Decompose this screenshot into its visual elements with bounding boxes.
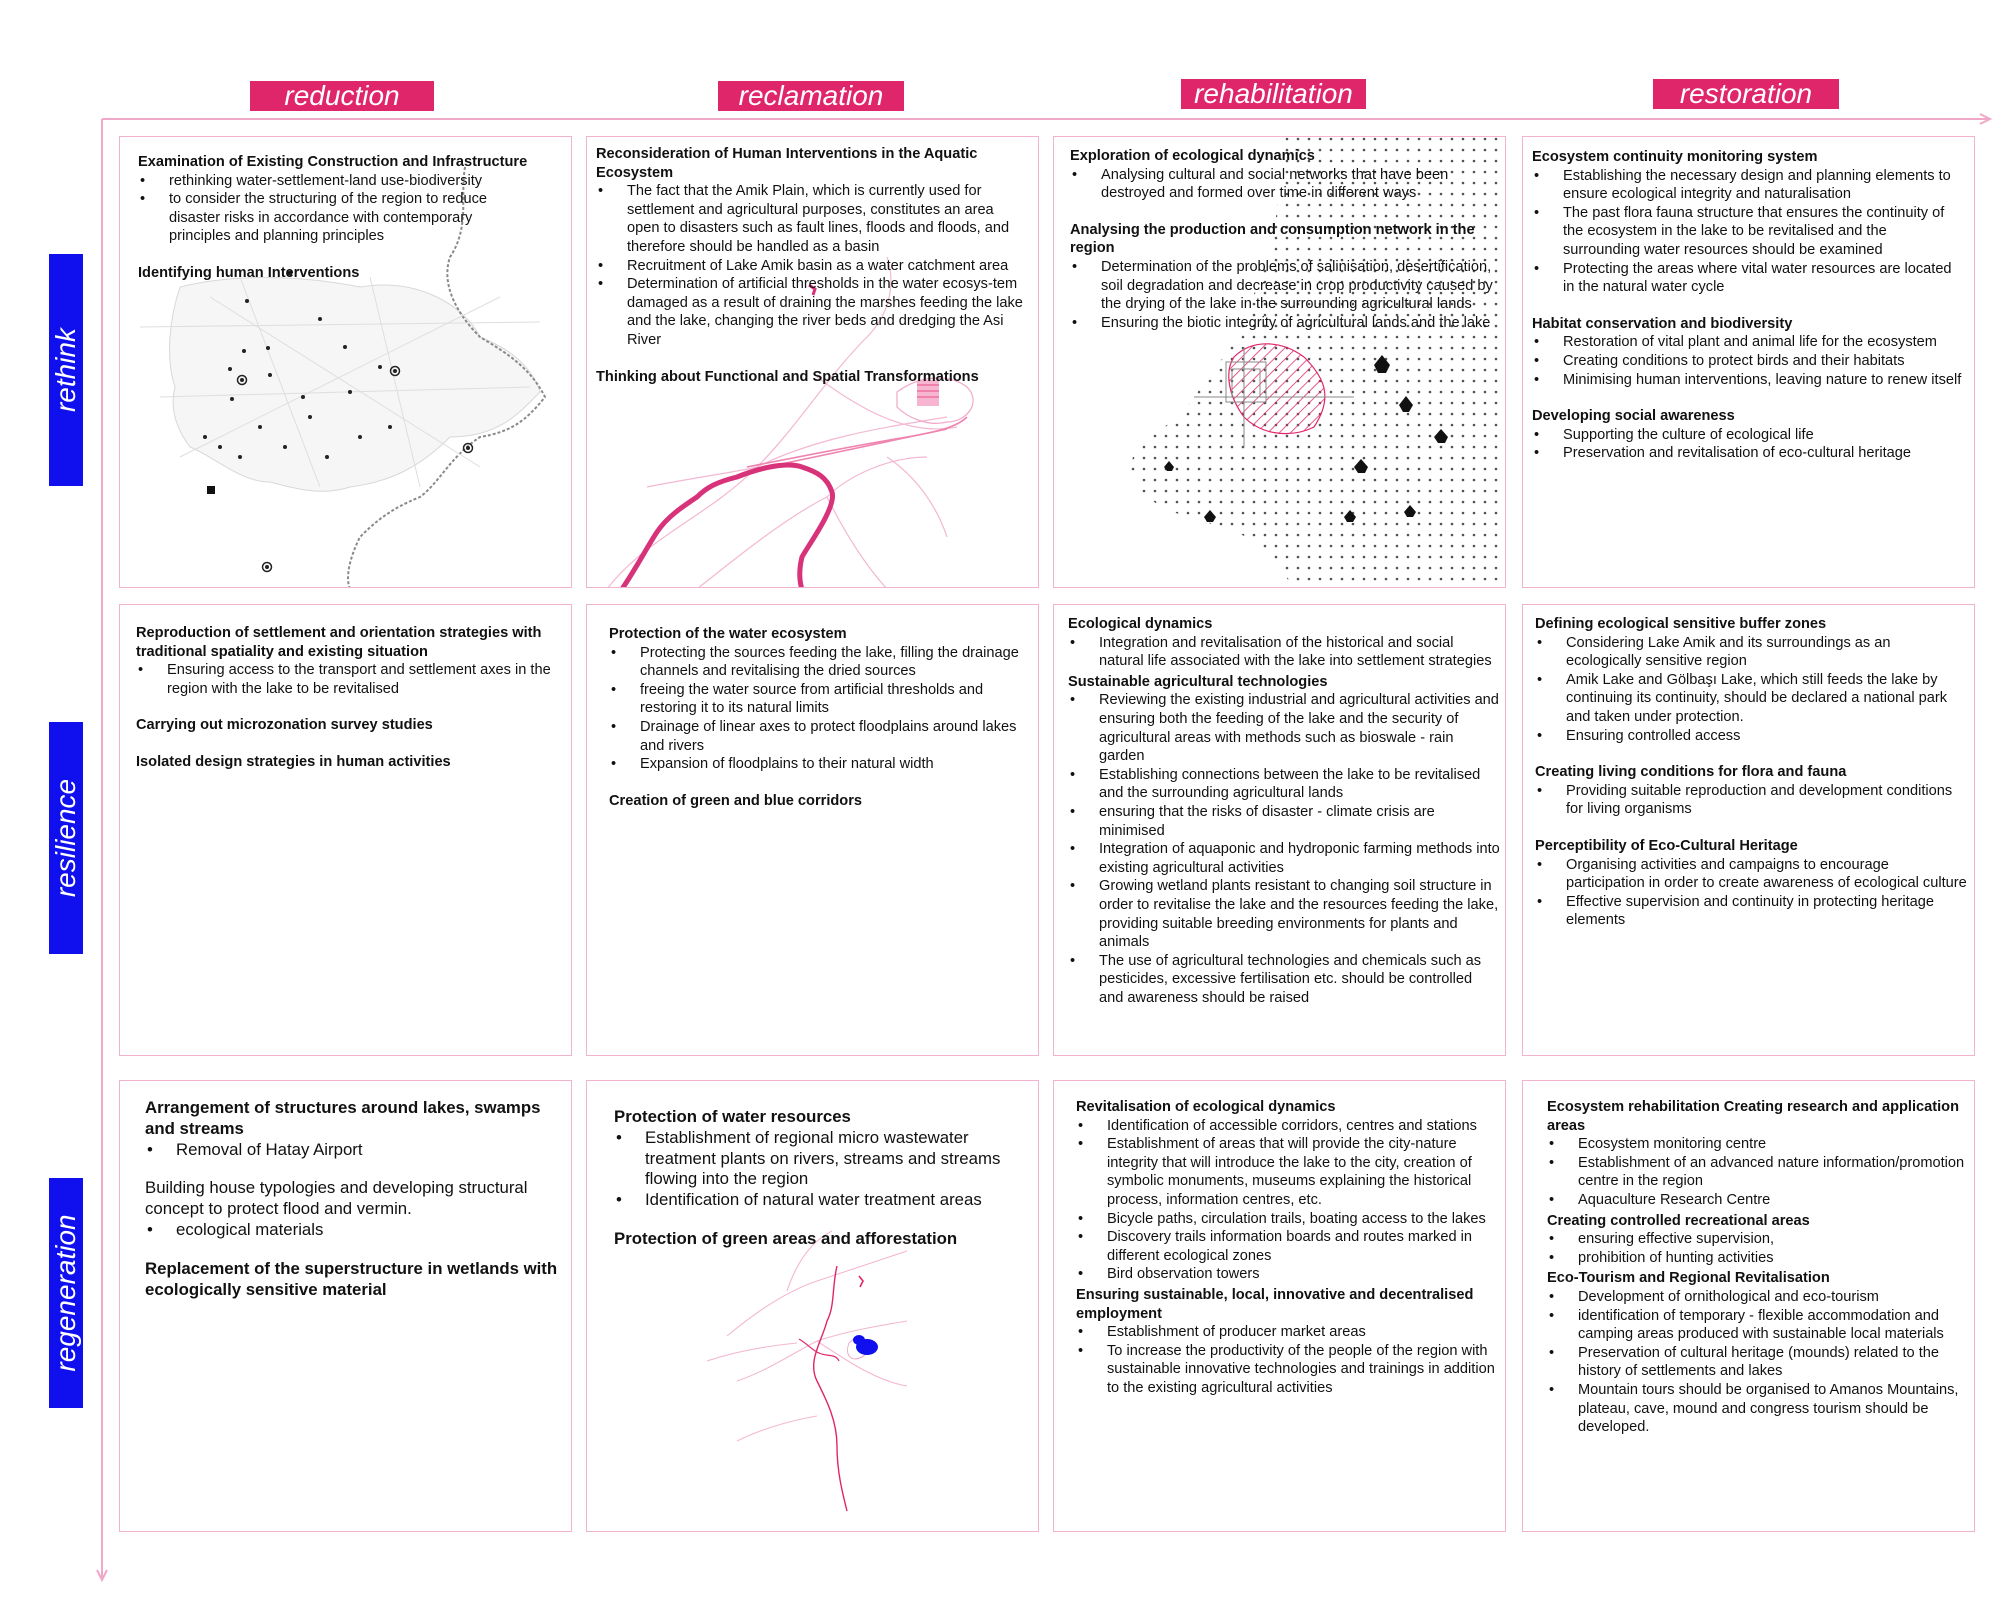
bullet-item: • Ensuring controlled access bbox=[1535, 727, 1967, 746]
bullet-item: • Effective supervision and continuity in protecting heritage elements bbox=[1535, 893, 1967, 930]
bullet-item: • The past flora fauna structure that ensures the continuity of the ecosystem in the lake to be revitalised and the surrounding water resources should be examined bbox=[1532, 204, 1962, 260]
bullet-item: • Integration of aquaponic and hydroponic farming methods into existing agricultural activities bbox=[1068, 840, 1500, 877]
text-block bbox=[1532, 148, 1962, 297]
bullet-item: • Drainage of linear axes to protect floodplains around lakes and rivers bbox=[609, 718, 1029, 755]
bullet-item: • Ensuring the biotic integrity of agricultural lands and the lake bbox=[1070, 314, 1495, 333]
cell-text bbox=[1070, 147, 1495, 332]
bullet-item: • Minimising human interventions, leaving nature to renew itself bbox=[1532, 371, 1962, 390]
bullet-item: • The fact that the Amik Plain, which is currently used for settlement and agricultural purposes, constitutes an area open to disasters such as fault lines, floods and floods, and therefore should be handled as a basin bbox=[596, 182, 1026, 256]
bullet-item: • Establishing the necessary design and planning elements to ensure ecological integrity and naturalisation bbox=[1532, 167, 1962, 204]
text-block bbox=[145, 1259, 565, 1301]
text-block bbox=[614, 1229, 1029, 1250]
text-block bbox=[609, 792, 1029, 811]
text-block bbox=[614, 1107, 1029, 1211]
text-block bbox=[609, 625, 1029, 774]
bullet-list bbox=[1070, 258, 1495, 332]
bullet-item: • Development of ornithological and eco-tourism bbox=[1547, 1288, 1967, 1307]
bullet-list bbox=[136, 661, 561, 698]
bullet-item: • Protecting the sources feeding the lake, filling the drainage channels and revitalising the dried sources bbox=[609, 644, 1029, 681]
bullet-item: • Identification of accessible corridors, centres and stations bbox=[1076, 1117, 1501, 1136]
row-header-regeneration-label: regeneration bbox=[50, 1214, 81, 1372]
block-title: Developing social awareness bbox=[1532, 408, 1735, 425]
text-block bbox=[1076, 1098, 1501, 1284]
row-header-resilience bbox=[49, 722, 83, 954]
bullet-list bbox=[1068, 634, 1500, 671]
bullet-list bbox=[596, 182, 1026, 349]
column-header-reduction: reduction bbox=[250, 81, 434, 111]
cell-regeneration-rehabilitation bbox=[1053, 1080, 1506, 1532]
block-title: Isolated design strategies in human activities bbox=[136, 753, 451, 770]
text-block bbox=[1547, 1212, 1967, 1268]
cell-rethink-reduction bbox=[119, 136, 572, 588]
column-header-restoration: restoration bbox=[1653, 79, 1839, 109]
cell-resilience-rehabilitation bbox=[1053, 604, 1506, 1056]
row-header-rethink bbox=[49, 254, 83, 486]
bullet-item: • Creating conditions to protect birds and their habitats bbox=[1532, 352, 1962, 371]
cell-text bbox=[596, 145, 1026, 386]
block-title: Arrangement of structures around lakes, swamps and streams bbox=[145, 1098, 541, 1138]
text-block bbox=[596, 368, 1026, 387]
bullet-item: • ensuring effective supervision, bbox=[1547, 1230, 1967, 1249]
bullet-item: • Growing wetland plants resistant to changing soil structure in order to revitalise the lake and the resources feeding the lake, providing suitable breeding environments for plants and animals bbox=[1068, 877, 1500, 951]
text-block bbox=[145, 1178, 565, 1240]
bullet-item: • Mountain tours should be organised to Amanos Mountains, plateau, cave, mound and congress tourism should be developed. bbox=[1547, 1381, 1967, 1437]
cell-rethink-reclamation bbox=[586, 136, 1039, 588]
bullet-item: • Establishing connections between the lake to be revitalised and the surrounding agricultural lands bbox=[1068, 766, 1500, 803]
bullet-list bbox=[1532, 167, 1962, 297]
bullet-item: • Considering Lake Amik and its surroundings as an ecologically sensitive region bbox=[1535, 634, 1967, 671]
bullet-list bbox=[1547, 1288, 1967, 1437]
bullet-item: • Providing suitable reproduction and development conditions for living organisms bbox=[1535, 782, 1967, 819]
bullet-list bbox=[1076, 1117, 1501, 1284]
bullet-item: • Removal of Hatay Airport bbox=[145, 1140, 565, 1161]
bullet-list bbox=[609, 644, 1029, 774]
cell-text bbox=[136, 624, 561, 772]
text-block bbox=[138, 153, 533, 246]
block-title: Creating living conditions for flora and fauna bbox=[1535, 764, 1847, 781]
text-block bbox=[1547, 1098, 1967, 1210]
block-text: Building house typologies and developing structural concept to protect flood and vermin. bbox=[145, 1178, 528, 1219]
block-title: Perceptibility of Eco-Cultural Heritage bbox=[1535, 837, 1798, 854]
text-block bbox=[1535, 837, 1967, 930]
text-block bbox=[1076, 1286, 1501, 1398]
bullet-item: • Protecting the areas where vital water resources are located in the natural water cycle bbox=[1532, 260, 1962, 297]
bullet-item: • Expansion of floodplains to their natural width bbox=[609, 755, 1029, 774]
block-title: Reconsideration of Human Interventions in the Aquatic Ecosystem bbox=[596, 146, 978, 181]
bullet-list bbox=[1535, 634, 1967, 746]
bullet-item: • Ensuring access to the transport and settlement axes in the region with the lake to be revitalised bbox=[136, 661, 561, 698]
bullet-list bbox=[614, 1128, 1029, 1211]
block-title: Carrying out microzonation survey studies bbox=[136, 717, 433, 734]
bullet-item: • Preservation of cultural heritage (mounds) related to the history of settlements and lakes bbox=[1547, 1344, 1967, 1381]
row-header-resilience-label: resilience bbox=[50, 778, 81, 898]
cell-regeneration-restoration bbox=[1522, 1080, 1975, 1532]
bullet-item: • Ecosystem monitoring centre bbox=[1547, 1135, 1967, 1154]
bullet-item: • Organising activities and campaigns to encourage participation in order to create awareness of ecological culture bbox=[1535, 856, 1967, 893]
cell-text bbox=[1076, 1098, 1501, 1398]
block-title: Analysing the production and consumption network in the region bbox=[1070, 221, 1475, 257]
cell-regeneration-reduction bbox=[119, 1080, 572, 1532]
cell-text bbox=[1068, 615, 1500, 1007]
block-title: Creation of green and blue corridors bbox=[609, 792, 862, 809]
cell-text bbox=[614, 1107, 1029, 1250]
bullet-item: • ensuring that the risks of disaster - climate crisis are minimised bbox=[1068, 803, 1500, 840]
bullet-item: • Establishment of areas that will provide the city-nature integrity that will introduce the lake to the city, creation of symbolic monuments, museums explaining the historical process, information centres, etc. bbox=[1076, 1135, 1501, 1209]
text-block bbox=[1532, 315, 1962, 389]
bullet-item: • prohibition of hunting activities bbox=[1547, 1249, 1967, 1268]
cell-regeneration-reclamation bbox=[586, 1080, 1039, 1532]
block-title: Creating controlled recreational areas bbox=[1547, 1212, 1810, 1229]
bullet-item: • Analysing cultural and social networks that have been destroyed and formed over time in different ways bbox=[1070, 166, 1495, 203]
cell-text bbox=[1547, 1098, 1967, 1437]
bullet-item: • rethinking water-settlement-land use-biodiversity bbox=[138, 172, 533, 191]
bullet-list bbox=[1532, 333, 1962, 389]
block-title: Thinking about Functional and Spatial Transformations bbox=[596, 368, 979, 385]
block-title: Ecological dynamics bbox=[1068, 616, 1213, 632]
cell-text bbox=[138, 153, 533, 283]
bullet-item: • Preservation and revitalisation of eco-cultural heritage bbox=[1532, 444, 1962, 463]
cell-rethink-restoration bbox=[1522, 136, 1975, 588]
row-header-rethink-label: rethink bbox=[50, 327, 81, 413]
cell-resilience-reduction bbox=[119, 604, 572, 1056]
bullet-item: • Determination of the problems of salinisation, desertification, soil degradation and decrease in crop productivity caused by the drying of the lake in the surrounding agricultural lands bbox=[1070, 258, 1495, 314]
block-title: Defining ecological sensitive buffer zones bbox=[1535, 616, 1827, 632]
bullet-list bbox=[1547, 1135, 1967, 1209]
block-title: Examination of Existing Construction and Infrastructure bbox=[138, 154, 528, 170]
cell-resilience-restoration bbox=[1522, 604, 1975, 1056]
bullet-item: • Integration and revitalisation of the historical and social natural life associated with the lake into settlement strategies bbox=[1068, 634, 1500, 671]
bullet-item: • Establishment of regional micro wastewater treatment plants on rivers, streams and streams flowing into the region bbox=[614, 1128, 1029, 1190]
bullet-list bbox=[1076, 1323, 1501, 1397]
bullet-list bbox=[1068, 691, 1500, 1007]
text-block bbox=[1535, 615, 1967, 745]
block-title: Ecosystem rehabilitation Creating research and application areas bbox=[1547, 1099, 1959, 1134]
bullet-list bbox=[1547, 1230, 1967, 1267]
bullet-item: • Bird observation towers bbox=[1076, 1265, 1501, 1284]
cell-text bbox=[609, 625, 1029, 810]
bullet-item: • Establishment of producer market areas bbox=[1076, 1323, 1501, 1342]
bullet-list bbox=[1535, 782, 1967, 819]
cell-resilience-reclamation bbox=[586, 604, 1039, 1056]
bullet-item: • to consider the structuring of the region to reduce disaster risks in accordance with contemporary principles and planning principles bbox=[138, 190, 533, 246]
block-title: Ecosystem continuity monitoring system bbox=[1532, 149, 1818, 165]
bullet-item: • The use of agricultural technologies and chemicals such as pesticides, excessive fertilisation etc. should be controlled and awareness should be raised bbox=[1068, 952, 1500, 1008]
column-header-reclamation: reclamation bbox=[718, 81, 904, 111]
text-block bbox=[136, 716, 561, 735]
cell-text bbox=[1535, 615, 1967, 930]
bullet-item: • Aquaculture Research Centre bbox=[1547, 1191, 1967, 1210]
bullet-item: • Establishment of an advanced nature information/promotion centre in the region bbox=[1547, 1154, 1967, 1191]
text-block bbox=[1547, 1269, 1967, 1436]
bullet-item: • freeing the water source from artificial thresholds and restoring it to its natural limits bbox=[609, 681, 1029, 718]
bullet-item: • ecological materials bbox=[145, 1220, 565, 1241]
bullet-list bbox=[1532, 426, 1962, 463]
bullet-item: • Reviewing the existing industrial and agricultural activities and ensuring both the feeding of the lake and the security of agricultural areas with methods such as bioswale - rain garden bbox=[1068, 691, 1500, 765]
text-block bbox=[1068, 615, 1500, 671]
block-title: Sustainable agricultural technologies bbox=[1068, 673, 1328, 690]
block-title: Ensuring sustainable, local, innovative and decentralised employment bbox=[1076, 1286, 1474, 1322]
block-title: Protection of water resources bbox=[614, 1107, 851, 1126]
bullet-item: • Amik Lake and Gölbaşı Lake, which still feeds the lake by continuing its continuity, should be declared a national park and taken under protection. bbox=[1535, 671, 1967, 727]
text-block bbox=[1532, 407, 1962, 463]
text-block bbox=[1068, 673, 1500, 1008]
text-block bbox=[136, 753, 561, 772]
cell-rethink-rehabilitation bbox=[1053, 136, 1506, 588]
cell-text bbox=[145, 1098, 565, 1300]
bullet-list bbox=[145, 1220, 565, 1241]
text-block bbox=[145, 1098, 565, 1160]
row-header-regeneration bbox=[49, 1178, 83, 1408]
cell-text bbox=[1532, 148, 1962, 463]
block-title: Habitat conservation and biodiversity bbox=[1532, 315, 1793, 332]
block-title: Protection of the water ecosystem bbox=[609, 626, 847, 642]
block-title: Reproduction of settlement and orientation strategies with traditional spatiality and existing situation bbox=[136, 625, 542, 660]
column-header-rehabilitation: rehabilitation bbox=[1181, 79, 1366, 109]
bullet-item: • Recruitment of Lake Amik basin as a water catchment area bbox=[596, 257, 1026, 276]
block-title: Revitalisation of ecological dynamics bbox=[1076, 1099, 1336, 1115]
text-block bbox=[596, 145, 1026, 350]
bullet-item: • Discovery trails information boards and routes marked in different ecological zones bbox=[1076, 1228, 1501, 1265]
bullet-item: • Restoration of vital plant and animal life for the ecosystem bbox=[1532, 333, 1962, 352]
bullet-item: • Identification of natural water treatment areas bbox=[614, 1190, 1029, 1211]
block-title: Identifying human Interventions bbox=[138, 264, 360, 281]
bullet-item: • To increase the productivity of the people of the region with sustainable innovative technologies and trainings in addition to the existing agricultural activities bbox=[1076, 1342, 1501, 1398]
bullet-item: • Supporting the culture of ecological life bbox=[1532, 426, 1962, 445]
text-block bbox=[1535, 763, 1967, 819]
text-block bbox=[136, 624, 561, 698]
block-title: Exploration of ecological dynamics bbox=[1070, 148, 1315, 164]
text-block bbox=[1070, 221, 1495, 333]
bullet-list bbox=[1070, 166, 1495, 203]
bullet-item: • identification of temporary - flexible accommodation and camping areas produced with sustainable local materials bbox=[1547, 1307, 1967, 1344]
bullet-list bbox=[138, 172, 533, 246]
text-block bbox=[1070, 147, 1495, 203]
block-title: Protection of green areas and afforestation bbox=[614, 1228, 958, 1248]
block-title: Eco-Tourism and Regional Revitalisation bbox=[1547, 1270, 1830, 1287]
bullet-list bbox=[145, 1140, 565, 1161]
bullet-item: • Bicycle paths, circulation trails, boating access to the lakes bbox=[1076, 1210, 1501, 1229]
text-block bbox=[138, 264, 533, 283]
block-title: Replacement of the superstructure in wetlands with ecologically sensitive material bbox=[145, 1258, 558, 1299]
bullet-list bbox=[1535, 856, 1967, 930]
bullet-item: • Determination of artificial thresholds in the water ecosys-tem damaged as a result of draining the marshes feeding the lake and the lake, changing the river beds and dredging the Asi River bbox=[596, 275, 1026, 349]
